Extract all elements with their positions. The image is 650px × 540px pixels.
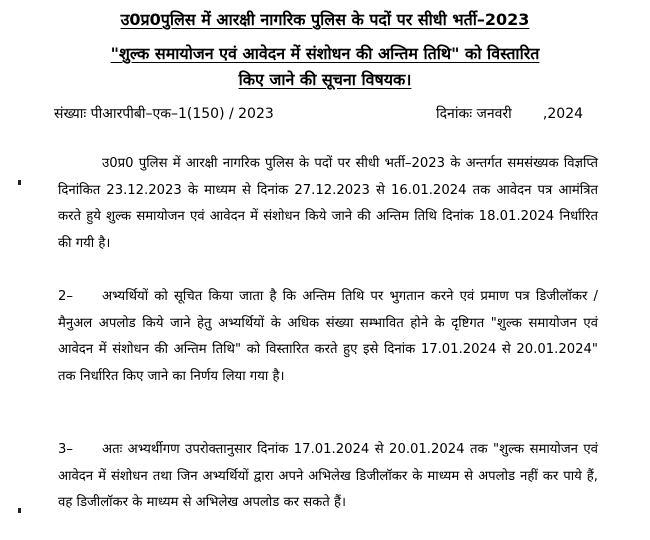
reference-date: दिनांकः जनवरी ,2024 (436, 106, 584, 122)
subject-line-1: "शुल्क समायोजन एवं आवेदन में संशोधन की अन्तिम तिथि" को विस्तारित (110, 44, 540, 63)
scan-mark (18, 180, 21, 185)
paragraph-2 (58, 284, 598, 390)
paragraph-2-number: 2– (58, 289, 73, 304)
paragraph-3-number: 3– (58, 442, 73, 457)
paragraph-3 (58, 437, 598, 517)
paragraph-1 (58, 151, 598, 257)
document-title: उ0प्र0पुलिस में आरक्षी नागरिक पुलिस के पदों पर सीधी भर्ती–2023 (120, 10, 530, 29)
paragraph-3-text: अतः अभ्यर्थीगण उपरोक्तानुसार दिनांक 17.01.2024 से 20.01.2024 तक "शुल्क समायोजन एवं आवेदन में संशोधन तथा जिन अभ्यर्थियों द्वारा अपने अभिलेख डिजीलॉकर के माध्यम से अपलोड नहीं कर पाये हैं, वह डिजीलॉकर के माध्यम से अभिलेख अपलोड कर सकते हैं। (58, 442, 598, 510)
reference-number: संख्याः पीआरपीबी–एक–1(150) / 2023 (54, 106, 274, 122)
subject-line-2: किए जाने की सूचना विषयक। (238, 70, 412, 89)
paragraph-2-text: अभ्यर्थियों को सूचित किया जाता है कि अन्तिम तिथि पर भुगतान करने एवं प्रमाण पत्र डिजीलॉकर / मैनुअल अपलोड किये जाने हेतु अभ्यर्थियों के अधिक संख्या सम्भावित होने के दृष्टिगत "शुल्क समायोजन एवं आवेदन में संशोधन की अन्तिम तिथि" को विस्तारित करते हुए इसे दिनांक 17.01.2024 से 20.01.2024" तक निर्धारित किए जाने का निर्णय लिया गया है। (58, 289, 598, 384)
paragraph-1-text: उ0प्र0 पुलिस में आरक्षी नागरिक पुलिस के पदों पर सीधी भर्ती–2023 के अन्तर्गत समसंख्यक विज्ञप्ति दिनांकित 23.12.2023 के माध्यम से दिनांक 27.12.2023 से 16.01.2024 तक आवेदन पत्र आमंत्रित करते हुये शुल्क समायोजन एवं आवेदन में संशोधन किये जाने की अन्तिम तिथि दिनांक 18.01.2024 निर्धारित की गयी है। (58, 156, 598, 251)
scan-mark (18, 508, 21, 513)
